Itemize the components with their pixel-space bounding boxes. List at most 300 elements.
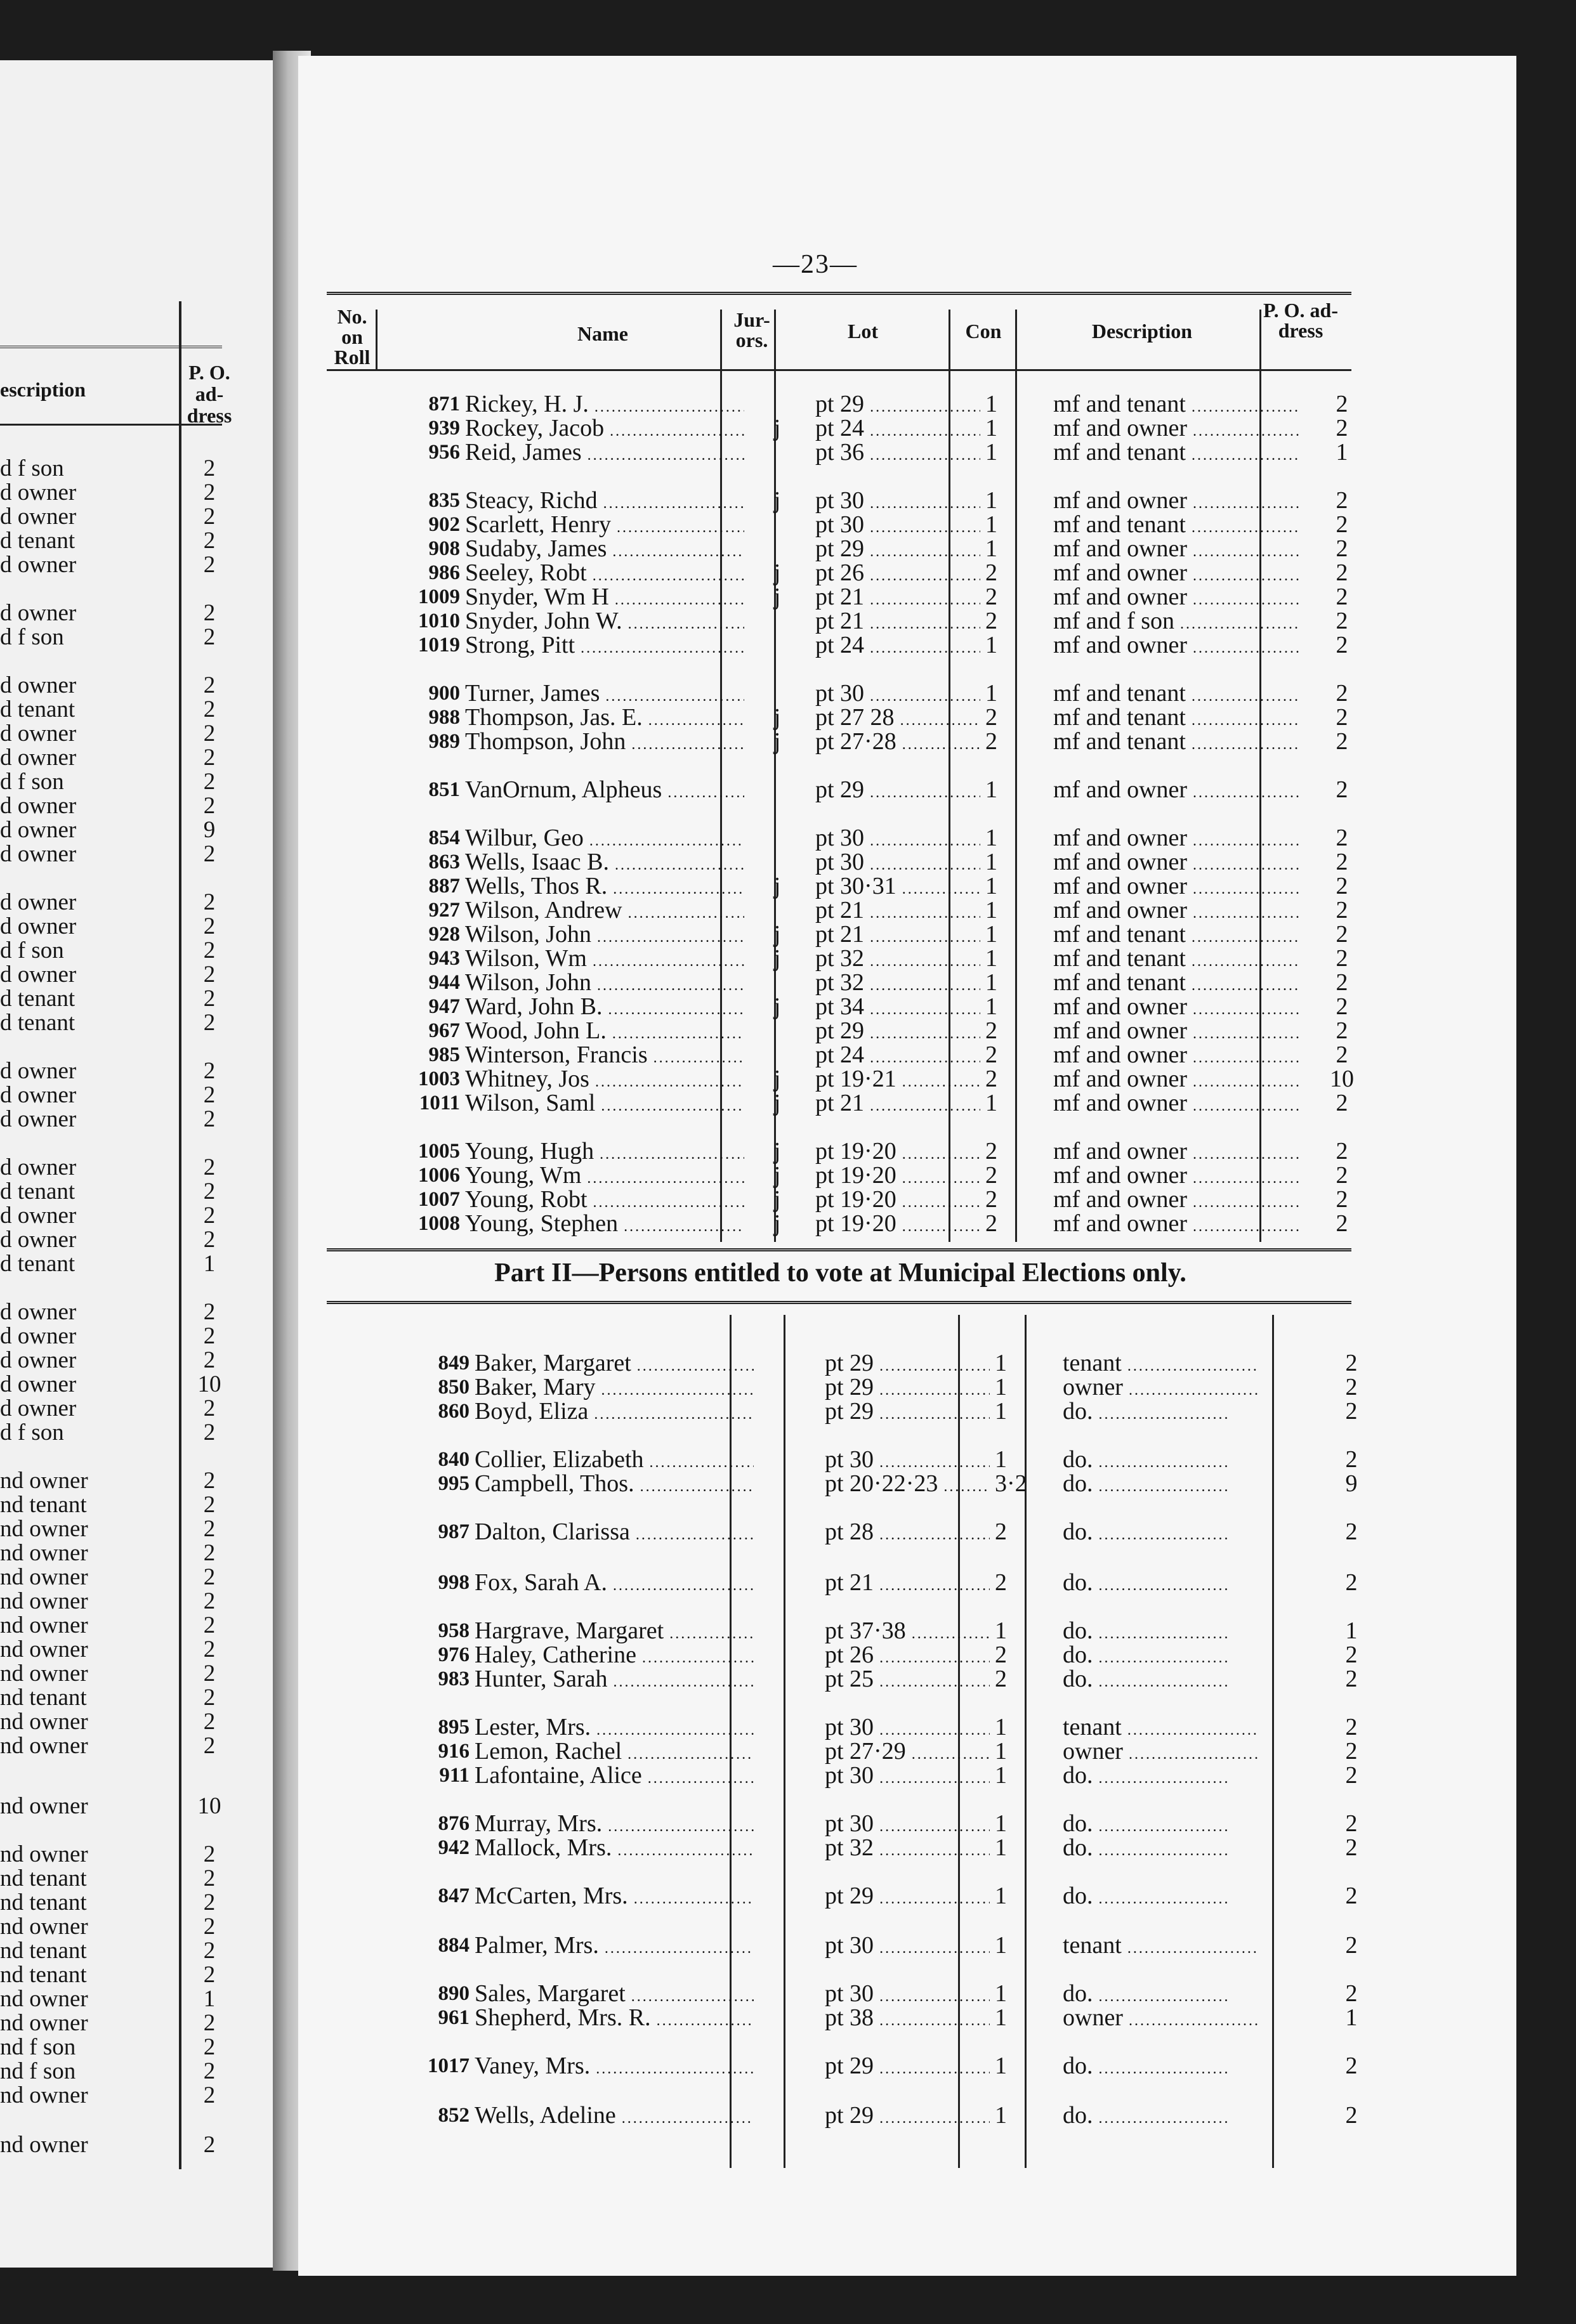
lot-number: pt 30 ..... — [815, 850, 980, 877]
part2-bottom-rule — [327, 1301, 1351, 1304]
description: tenant ..... — [1063, 1715, 1310, 1742]
left-list-row — [0, 2084, 228, 2108]
description: mf and owner ..... — [1053, 1067, 1301, 1094]
voter-name: Hunter, Sarah ..... — [475, 1667, 754, 1694]
voter-name: Wilson, Saml ..... — [465, 1091, 744, 1118]
table-row — [336, 2006, 1370, 2030]
roll-number: 967 — [428, 1019, 460, 1042]
table-row — [327, 898, 1361, 922]
table-row — [336, 2103, 1370, 2127]
table-row — [327, 440, 1361, 464]
description: mf and tenant ..... — [1053, 922, 1301, 950]
lot-number: pt 21 ..... — [815, 898, 980, 925]
left-description: nd owner — [0, 1914, 88, 1940]
juror-mark: j — [773, 1138, 781, 1165]
roll-number: 928 — [428, 923, 460, 946]
lot-number: pt 29 ..... — [815, 537, 980, 564]
po-address: 2 — [1336, 632, 1348, 658]
left-description: d owner — [0, 793, 77, 819]
table-row — [327, 1019, 1361, 1043]
description: mf and owner ..... — [1053, 826, 1301, 853]
table-row — [327, 537, 1361, 561]
roll-number: 871 — [428, 393, 460, 415]
table-row — [327, 392, 1361, 416]
lot-number: pt 26 ..... — [815, 561, 980, 588]
left-description: d f son — [0, 455, 64, 481]
left-po-address: 2 — [203, 1058, 216, 1084]
lot-number: pt 20·22·23 ..... — [825, 1472, 990, 1499]
voter-name: Young, Wm ..... — [465, 1163, 744, 1191]
voter-name: Mallock, Mrs. ..... — [475, 1836, 754, 1863]
left-po-address: 2 — [203, 1323, 216, 1349]
description: mf and owner ..... — [1053, 1163, 1301, 1191]
left-list-row — [0, 1710, 228, 1734]
roll-number: 983 — [438, 1668, 470, 1690]
left-po-address: 2 — [203, 1661, 216, 1687]
left-list-row — [0, 674, 228, 698]
left-list-row — [0, 2035, 228, 2060]
table-row — [327, 826, 1361, 850]
po-address: 2 — [1336, 993, 1348, 1020]
voter-name: Lafontaine, Alice ..... — [475, 1763, 754, 1791]
left-list-row — [0, 1734, 228, 1758]
left-po-address: 2 — [203, 504, 216, 530]
po-address: 2 — [1336, 849, 1348, 875]
voter-name: Wilson, Andrew ..... — [465, 898, 744, 925]
description: mf and tenant ..... — [1053, 729, 1301, 757]
concession: 1 — [995, 1617, 1007, 1644]
roll-number: 876 — [438, 1812, 470, 1835]
table-row — [336, 1472, 1370, 1496]
description: do. ..... — [1063, 1520, 1310, 1547]
concession: 3·2 — [995, 1470, 1027, 1497]
voter-name: McCarten, Mrs. ..... — [475, 1884, 754, 1911]
voter-name: Snyder, John W. ..... — [465, 609, 744, 636]
left-po-address: 2 — [203, 1685, 216, 1711]
lot-number: pt 29 ..... — [815, 1019, 980, 1046]
table-row — [336, 1667, 1370, 1691]
concession: 2 — [985, 1017, 997, 1044]
left-list-row — [0, 2060, 228, 2084]
left-list-row — [0, 1300, 228, 1324]
table-row — [327, 633, 1361, 657]
table-top-rule — [327, 292, 1351, 295]
header-name: Name — [577, 322, 628, 345]
lot-number: pt 30 ..... — [825, 1981, 990, 2009]
description: mf and owner ..... — [1053, 1211, 1301, 1239]
concession: 1 — [985, 945, 997, 972]
description: do. ..... — [1063, 1472, 1310, 1499]
po-address: 2 — [1345, 1834, 1358, 1861]
description: do. ..... — [1063, 1570, 1310, 1598]
left-list-row — [0, 1915, 228, 1939]
left-description: nd tenant — [0, 1890, 87, 1916]
left-description: d owner — [0, 721, 77, 747]
table-row — [327, 512, 1361, 537]
table-row — [336, 1375, 1370, 1399]
left-po-address: 2 — [203, 1010, 216, 1036]
concession: 1 — [985, 535, 997, 562]
roll-number: 1008 — [418, 1212, 460, 1235]
concession: 1 — [995, 1762, 1007, 1789]
header-lot: Lot — [848, 320, 878, 343]
left-list-row — [0, 1107, 228, 1132]
lot-number: pt 30 ..... — [825, 1763, 990, 1791]
table-row — [336, 1643, 1370, 1667]
concession: 1 — [985, 680, 997, 707]
lot-number: pt 29 ..... — [815, 392, 980, 419]
left-list-row — [0, 818, 228, 842]
left-list-row — [0, 1348, 228, 1373]
lot-number: pt 29 ..... — [825, 2103, 990, 2131]
roll-number: 1019 — [418, 634, 460, 656]
po-address: 2 — [1345, 1666, 1358, 1692]
left-po-address: 2 — [203, 1709, 216, 1735]
po-address: 2 — [1345, 1569, 1358, 1596]
voter-name: Wilson, Wm ..... — [465, 946, 744, 974]
table-row — [336, 1351, 1370, 1375]
left-list-row — [0, 1686, 228, 1710]
po-address: 2 — [1345, 1980, 1358, 2007]
left-po-address: 2 — [203, 913, 216, 939]
table-row — [327, 1043, 1361, 1067]
po-address: 1 — [1345, 2004, 1358, 2031]
description: mf and owner ..... — [1053, 585, 1301, 612]
left-list-row — [0, 1397, 228, 1421]
lot-number: pt 38 ..... — [825, 2006, 990, 2033]
left-po-address: 2 — [203, 600, 216, 626]
description: mf and owner ..... — [1053, 995, 1301, 1022]
voter-name: Baker, Margaret ..... — [475, 1351, 754, 1378]
lot-number: pt 30 ..... — [825, 1715, 990, 1742]
po-address: 2 — [1345, 1738, 1358, 1765]
left-list-row — [0, 481, 228, 505]
roll-number: 852 — [438, 2104, 470, 2127]
left-list-row — [0, 1421, 228, 1445]
left-list-row — [0, 1469, 228, 1493]
table-row — [336, 1933, 1370, 1957]
roll-number: 947 — [428, 995, 460, 1018]
roll-number: 989 — [428, 730, 460, 753]
roll-number: 840 — [438, 1448, 470, 1471]
description: do. ..... — [1063, 1399, 1310, 1426]
po-address: 2 — [1336, 704, 1348, 731]
voter-name: Turner, James ..... — [465, 681, 744, 708]
roll-number: 1003 — [418, 1067, 460, 1090]
po-address: 2 — [1336, 945, 1348, 972]
left-top-rule — [0, 346, 222, 348]
left-list-row — [0, 1493, 228, 1517]
po-address: 2 — [1336, 608, 1348, 634]
concession: 2 — [995, 1666, 1007, 1692]
lot-number: pt 21 ..... — [815, 609, 980, 636]
table-row — [336, 1981, 1370, 2006]
concession: 1 — [995, 1446, 1007, 1473]
po-address: 2 — [1336, 559, 1348, 586]
description: mf and owner ..... — [1053, 850, 1301, 877]
voter-name: Thompson, John ..... — [465, 729, 744, 757]
voter-name: Whitney, Jos ..... — [465, 1067, 744, 1094]
lot-number: pt 30 ..... — [825, 1812, 990, 1839]
po-address: 2 — [1336, 873, 1348, 899]
voter-name: Baker, Mary ..... — [475, 1375, 754, 1402]
left-po-address: 2 — [203, 2058, 216, 2084]
po-address: 9 — [1345, 1470, 1358, 1497]
voter-name: Hargrave, Margaret ..... — [475, 1619, 754, 1646]
po-address: 2 — [1336, 1138, 1348, 1165]
concession: 1 — [995, 1350, 1007, 1376]
left-list-row — [0, 842, 228, 866]
left-description: d owner — [0, 672, 77, 698]
lot-number: pt 30 ..... — [815, 826, 980, 853]
left-description: d owner — [0, 1058, 77, 1084]
table-row — [336, 1715, 1370, 1739]
left-description: nd owner — [0, 1986, 88, 2012]
left-po-address: 2 — [203, 1890, 216, 1916]
concession: 1 — [985, 969, 997, 996]
lot-number: pt 21 ..... — [815, 585, 980, 612]
table-row — [327, 970, 1361, 995]
po-address: 2 — [1336, 487, 1348, 514]
voter-name: Winterson, Francis ..... — [465, 1043, 744, 1070]
description: mf and owner ..... — [1053, 416, 1301, 443]
po-address: 2 — [1336, 535, 1348, 562]
left-list-row — [0, 1939, 228, 1963]
description: do. ..... — [1063, 2054, 1310, 2081]
lot-number: pt 28 ..... — [825, 1520, 990, 1547]
left-description: nd tenant — [0, 1492, 87, 1518]
left-po-address: 2 — [203, 1395, 216, 1421]
concession: 1 — [985, 415, 997, 441]
left-description: d owner — [0, 1106, 77, 1132]
left-description: d tenant — [0, 528, 76, 554]
roll-number: 1011 — [419, 1092, 460, 1114]
voter-name: Collier, Elizabeth ..... — [475, 1447, 754, 1475]
juror-mark: j — [773, 728, 781, 755]
left-description: nd owner — [0, 1516, 88, 1542]
voter-name: Ward, John B. ..... — [465, 995, 744, 1022]
concession: 2 — [985, 1066, 997, 1092]
po-address: 2 — [1345, 1642, 1358, 1668]
table-row — [327, 488, 1361, 512]
concession: 2 — [985, 704, 997, 731]
concession: 2 — [985, 559, 997, 586]
juror-mark: j — [773, 921, 781, 948]
voter-name: Scarlett, Henry ..... — [465, 512, 744, 540]
po-address: 2 — [1345, 1518, 1358, 1545]
table-row — [327, 1091, 1361, 1115]
left-description: d f son — [0, 1420, 64, 1446]
left-list-row — [0, 529, 228, 553]
voter-name: Wilbur, Geo ..... — [465, 826, 744, 853]
roll-number: 895 — [438, 1716, 470, 1739]
voter-name: VanOrnum, Alpheus ..... — [465, 778, 744, 805]
left-description: nd f son — [0, 2058, 76, 2084]
roll-number: 835 — [428, 489, 460, 512]
description: mf and owner ..... — [1053, 537, 1301, 564]
description: do. ..... — [1063, 1981, 1310, 2009]
voter-name: Wells, Isaac B. ..... — [465, 850, 744, 877]
voter-name: Rickey, H. J. ..... — [465, 392, 744, 419]
voter-name: Dalton, Clarissa ..... — [475, 1520, 754, 1547]
left-description: d owner — [0, 913, 77, 939]
description: do. ..... — [1063, 1619, 1310, 1646]
table-row — [327, 850, 1361, 874]
po-address: 2 — [1336, 825, 1348, 851]
concession: 1 — [995, 1810, 1007, 1837]
left-description: d owner — [0, 1154, 77, 1180]
left-description: nd owner — [0, 2082, 88, 2108]
concession: 2 — [995, 1518, 1007, 1545]
roll-number: 1010 — [418, 610, 460, 632]
left-po-address: 2 — [203, 1227, 216, 1253]
header-jurors: Jur- ors. — [733, 308, 770, 351]
table-row — [327, 1163, 1361, 1187]
lot-number: pt 19·20 ..... — [815, 1187, 980, 1215]
left-list-row — [0, 1963, 228, 1987]
concession: 1 — [995, 1932, 1007, 1959]
left-list-row — [0, 2011, 228, 2035]
voter-name: Reid, James ..... — [465, 440, 744, 467]
left-description: d owner — [0, 841, 77, 867]
description: owner ..... — [1063, 1375, 1310, 1402]
left-po-address: 2 — [203, 2010, 216, 2036]
po-address: 2 — [1336, 680, 1348, 707]
concession: 1 — [985, 1090, 997, 1116]
left-description: d tenant — [0, 696, 76, 722]
po-address: 10 — [1330, 1066, 1354, 1092]
left-po-address: 2 — [203, 1564, 216, 1590]
description: mf and tenant ..... — [1053, 946, 1301, 974]
left-list-row — [0, 457, 228, 481]
table-row — [327, 1187, 1361, 1211]
lot-number: pt 30 ..... — [815, 681, 980, 708]
description: mf and owner ..... — [1053, 1091, 1301, 1118]
voter-name: Young, Hugh ..... — [465, 1139, 744, 1166]
roll-number: 849 — [438, 1352, 470, 1374]
lot-number: pt 19·20 ..... — [815, 1211, 980, 1239]
left-description: d f son — [0, 937, 64, 963]
po-address: 2 — [1345, 2053, 1358, 2079]
left-description: nd owner — [0, 1468, 88, 1494]
left-description: d f son — [0, 624, 64, 650]
concession: 1 — [995, 2102, 1007, 2129]
juror-mark: j — [773, 945, 781, 972]
left-list-row — [0, 698, 228, 722]
left-po-address: 2 — [203, 841, 216, 867]
left-description: nd owner — [0, 1540, 88, 1566]
left-po-address: 2 — [203, 1612, 216, 1638]
description: do. ..... — [1063, 1763, 1310, 1791]
left-description: d owner — [0, 552, 77, 578]
concession: 1 — [985, 391, 997, 417]
concession: 2 — [995, 1569, 1007, 1596]
po-address: 2 — [1336, 1210, 1348, 1237]
po-address: 2 — [1336, 391, 1348, 417]
roll-number: 944 — [428, 971, 460, 994]
po-address: 2 — [1336, 921, 1348, 948]
concession: 1 — [985, 897, 997, 924]
left-list-row — [0, 722, 228, 746]
left-po-address: 2 — [203, 1106, 216, 1132]
voter-name: Rockey, Jacob ..... — [465, 416, 744, 443]
lot-number: pt 29 ..... — [825, 1351, 990, 1378]
left-list-row — [0, 1614, 228, 1638]
table-row — [327, 1211, 1361, 1236]
left-list-row — [0, 553, 228, 577]
description: mf and tenant ..... — [1053, 512, 1301, 540]
left-list-row — [0, 1590, 228, 1614]
po-address: 2 — [1336, 969, 1348, 996]
left-description: nd tenant — [0, 1865, 87, 1891]
left-po-address: 2 — [203, 721, 216, 747]
concession: 1 — [995, 1714, 1007, 1740]
table-row — [336, 2054, 1370, 2078]
left-list-row — [0, 1059, 228, 1083]
left-po-address: 2 — [203, 1841, 216, 1867]
description: mf and owner ..... — [1053, 633, 1301, 660]
concession: 2 — [985, 728, 997, 755]
roll-number: 927 — [428, 899, 460, 922]
left-list-row — [0, 1638, 228, 1662]
roll-number: 887 — [428, 875, 460, 898]
left-description: nd owner — [0, 1793, 88, 1819]
left-header-rule — [0, 424, 222, 426]
description: mf and owner ..... — [1053, 874, 1301, 901]
left-description: nd owner — [0, 1841, 88, 1867]
concession: 1 — [995, 1883, 1007, 1909]
concession: 2 — [995, 1642, 1007, 1668]
left-po-address: 2 — [203, 1962, 216, 1988]
description: mf and owner ..... — [1053, 488, 1301, 516]
left-list-row — [0, 1794, 228, 1818]
left-po-address: 2 — [203, 1516, 216, 1542]
description: mf and owner ..... — [1053, 561, 1301, 588]
concession: 2 — [985, 608, 997, 634]
po-address: 2 — [1345, 1714, 1358, 1740]
left-list-row — [0, 1156, 228, 1180]
table-row — [327, 995, 1361, 1019]
concession: 2 — [985, 1186, 997, 1213]
voter-name: Campbell, Thos. ..... — [475, 1472, 754, 1499]
left-po-address: 2 — [203, 696, 216, 722]
left-description: nd owner — [0, 2132, 88, 2158]
juror-mark: j — [773, 559, 781, 586]
po-address: 2 — [1345, 1762, 1358, 1789]
roll-column-rule — [376, 310, 378, 370]
left-list-row — [0, 770, 228, 794]
page-number: —23— — [773, 250, 858, 279]
roll-number: 958 — [438, 1619, 470, 1642]
description: tenant ..... — [1063, 1351, 1310, 1378]
roll-number: 1006 — [418, 1164, 460, 1187]
left-list-row — [0, 987, 228, 1011]
concession: 1 — [995, 1980, 1007, 2007]
po-address: 2 — [1336, 415, 1348, 441]
lot-number: pt 25 ..... — [825, 1667, 990, 1694]
voter-name: Shepherd, Mrs. R. ..... — [475, 2006, 754, 2033]
left-po-address: 2 — [203, 1299, 216, 1325]
description: mf and owner ..... — [1053, 778, 1301, 805]
voter-name: Wilson, John ..... — [465, 922, 744, 950]
table-row — [327, 585, 1361, 609]
description: do. ..... — [1063, 1836, 1310, 1863]
part2-title: Part II—Persons entitled to vote at Municipal Elections only. — [494, 1258, 1186, 1288]
voter-name: Wood, John L. ..... — [465, 1019, 744, 1046]
roll-number: 942 — [438, 1836, 470, 1859]
roll-number: 939 — [428, 417, 460, 440]
left-description: d owner — [0, 1082, 77, 1108]
